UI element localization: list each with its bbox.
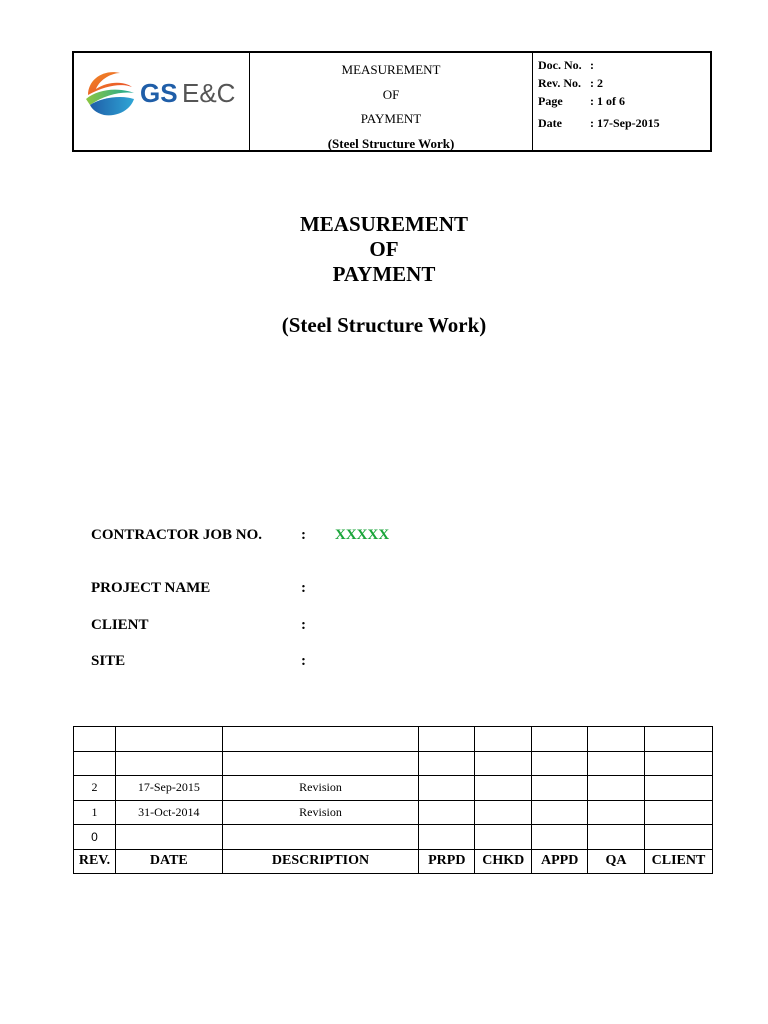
table-cell — [644, 727, 712, 752]
info-site — [91, 653, 335, 670]
column-header-prpd: PRPD — [419, 849, 475, 874]
info-project-name — [91, 580, 335, 597]
table-cell-rev: 1 — [74, 800, 116, 825]
table-cell — [419, 800, 475, 825]
table-cell — [222, 727, 419, 752]
header-title-line4: (Steel Structure Work) — [327, 135, 455, 151]
document-title — [0, 212, 768, 287]
table-cell — [532, 751, 588, 776]
table-row — [74, 776, 713, 801]
table-cell — [588, 751, 645, 776]
meta-date — [538, 116, 710, 134]
table-cell — [475, 825, 532, 850]
table-cell — [419, 751, 475, 776]
meta-value: : — [590, 58, 594, 72]
title-line1: MEASUREMENT — [299, 212, 468, 236]
meta-page — [538, 94, 710, 112]
table-cell — [115, 727, 222, 752]
title-line2: OF — [369, 237, 399, 261]
table-header-row — [74, 849, 713, 874]
info-label: CONTRACTOR JOB NO. — [91, 527, 262, 543]
meta-rev-no — [538, 76, 710, 94]
meta-key: Rev. No. — [538, 76, 581, 90]
info-client — [91, 617, 335, 634]
info-value: XXXXX — [335, 527, 390, 543]
info-contractor-job-no — [91, 527, 389, 544]
meta-value: : 1 of 6 — [590, 94, 625, 108]
meta-key: Doc. No. — [538, 58, 582, 72]
document-subtitle: (Steel Structure Work) — [281, 313, 487, 337]
info-label: SITE — [91, 653, 126, 669]
logo-text-ec: E&C — [182, 78, 236, 108]
table-cell — [644, 751, 712, 776]
document-meta — [533, 53, 710, 150]
header-title-line1: MEASUREMENT — [341, 62, 441, 77]
gs-swirl-icon — [82, 65, 138, 121]
table-cell — [74, 751, 116, 776]
header-title-line2: OF — [382, 86, 400, 102]
column-header-description: DESCRIPTION — [222, 849, 419, 874]
title-line3: PAYMENT — [332, 262, 436, 286]
meta-doc-no — [538, 58, 710, 76]
column-header-chkd: CHKD — [475, 849, 532, 874]
table-cell — [475, 800, 532, 825]
company-logo — [74, 53, 250, 150]
table-cell-description: Revision — [222, 776, 419, 801]
table-cell — [74, 727, 116, 752]
logo-text-gs: GS — [140, 78, 178, 108]
table-cell — [644, 776, 712, 801]
table-cell — [419, 727, 475, 752]
table-cell — [475, 727, 532, 752]
header-title-line3: PAYMENT — [360, 111, 422, 126]
info-colon: : — [301, 580, 306, 596]
column-header-rev: REV. — [74, 849, 116, 874]
table-cell — [475, 751, 532, 776]
meta-value: : 17-Sep-2015 — [590, 116, 660, 130]
table-cell — [475, 776, 532, 801]
column-header-qa: QA — [588, 849, 645, 874]
table-cell — [588, 727, 645, 752]
info-colon: : — [301, 527, 306, 543]
meta-value: : 2 — [590, 76, 603, 90]
revision-table — [73, 726, 713, 874]
table-cell — [222, 825, 419, 850]
table-cell — [419, 825, 475, 850]
table-cell — [115, 825, 222, 850]
header-title — [250, 53, 533, 150]
table-cell-date: 17-Sep-2015 — [115, 776, 222, 801]
table-row — [74, 751, 713, 776]
table-cell — [115, 751, 222, 776]
table-cell — [532, 825, 588, 850]
table-row — [74, 727, 713, 752]
table-row — [74, 800, 713, 825]
table-cell — [588, 776, 645, 801]
table-cell — [222, 751, 419, 776]
meta-key: Date — [538, 116, 562, 130]
column-header-date: DATE — [115, 849, 222, 874]
table-cell — [532, 776, 588, 801]
table-cell — [644, 800, 712, 825]
table-cell — [419, 776, 475, 801]
meta-key: Page — [538, 94, 563, 108]
column-header-client: CLIENT — [644, 849, 712, 874]
table-cell-description: Revision — [222, 800, 419, 825]
table-cell — [644, 825, 712, 850]
column-header-appd: APPD — [532, 849, 588, 874]
table-cell-rev: 0 — [74, 825, 116, 850]
info-colon: : — [301, 653, 306, 669]
info-label: CLIENT — [91, 617, 149, 633]
info-colon: : — [301, 617, 306, 633]
info-label: PROJECT NAME — [91, 580, 211, 596]
table-cell-rev: 2 — [74, 776, 116, 801]
table-cell — [588, 800, 645, 825]
document-header — [72, 51, 712, 152]
table-row — [74, 825, 713, 850]
table-cell — [532, 727, 588, 752]
table-cell — [532, 800, 588, 825]
table-cell-date: 31-Oct-2014 — [115, 800, 222, 825]
table-cell — [588, 825, 645, 850]
